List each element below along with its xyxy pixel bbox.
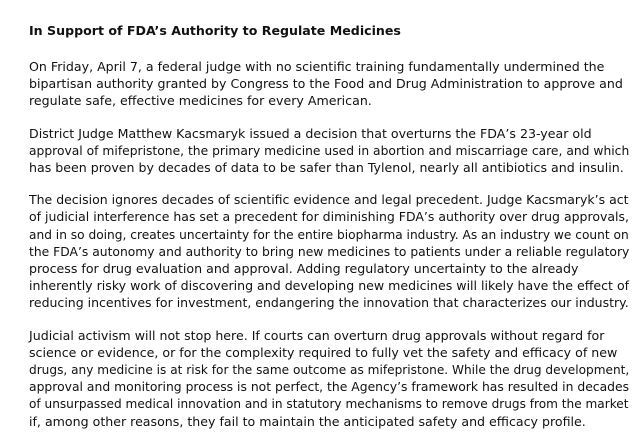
paragraph-line: bipartisan authority granted by Congress to the Food and Drug Administration to approve and xyxy=(29,76,623,92)
paragraph-line: reducing incentives for investment, endangering the innovation that characterizes our industry. xyxy=(29,295,629,311)
paragraph-line: approval of mifepristone, the primary medicine used in abortion and miscarriage care, and which xyxy=(29,142,630,158)
paragraph-line: of judicial interference has set a precedent for diminishing FDA’s authority over drug approvals, xyxy=(29,209,629,225)
paragraph-line: The decision ignores decades of scientific evidence and legal precedent. Judge Kacsmaryk’s act xyxy=(29,192,629,208)
paragraph-line: of unsurpassed medical innovation and in statutory mechanisms to remove drugs from the market xyxy=(29,396,629,412)
paragraph-2 xyxy=(29,125,629,177)
document xyxy=(29,22,629,445)
paragraph-line: and in so doing, creates uncertainty for the entire biopharma industry. As an industry we count on xyxy=(29,226,629,242)
paragraph-line: regulate safe, effective medicines for every American. xyxy=(29,93,372,109)
paragraph-line: inherently risky work of discovering and developing new medicines will likely have the effect of xyxy=(29,278,630,294)
paragraph-line: has been proven by decades of data to be safer than Tylenol, nearly all antibiotics and insulin. xyxy=(29,160,624,176)
paragraph-line: drugs, any medicine is at risk for the same outcome as mifepristone. While the drug development, xyxy=(29,362,630,378)
paragraph-line: the FDA’s autonomy and authority to bring new medicines to patients under a reliable regulatory xyxy=(29,243,630,259)
paragraph-line: science or evidence, or for the complexity required to fully vet the safety and efficacy of new xyxy=(29,344,618,360)
paragraph-line: District Judge Matthew Kacsmaryk issued a decision that overturns the FDA’s 23-year old xyxy=(29,125,592,141)
paragraph-line: process for drug evaluation and approval. Adding regulatory uncertainty to the already xyxy=(29,261,579,277)
paragraph-line: approval and monitoring process is not perfect, the Agency’s framework has resulted in decades xyxy=(29,379,630,395)
document-title: In Support of FDA’s Authority to Regulate Medicines xyxy=(29,23,401,38)
paragraph-4 xyxy=(29,327,629,430)
paragraph-1 xyxy=(29,58,629,110)
paragraph-3 xyxy=(29,191,629,311)
paragraph-line: On Friday, April 7, a federal judge with no scientific training fundamentally undermined the xyxy=(29,59,605,74)
paragraph-line: if, among other reasons, they fail to maintain the anticipated safety and efficacy profile. xyxy=(29,413,586,429)
paragraph-line: Judicial activism will not stop here. If courts can overturn drug approvals without regard for xyxy=(29,327,605,343)
